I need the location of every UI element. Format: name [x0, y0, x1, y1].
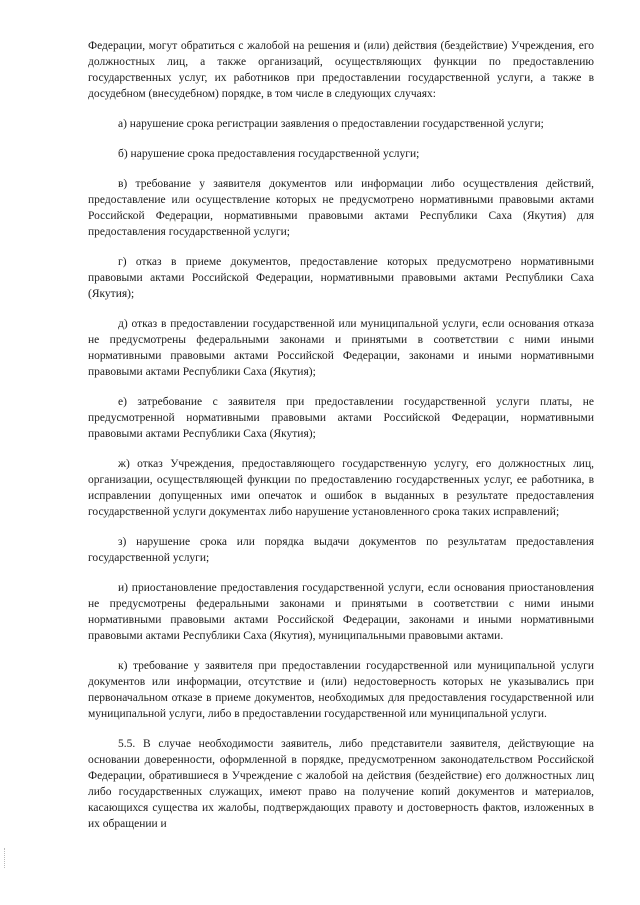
- paragraph-item-zh: ж) отказ Учреждения, предоставляющего государственную услугу, его должностных лиц, организации, осуществляющей функции по предоставлению государственных услуг, ее работника, в исправлении допущенных ими опечаток и ошибок в выданных в результате предоставления государственной услуги документах либо нарушение установленного срока таких исправлений;: [88, 458, 594, 518]
- paragraph-item-k: к) требование у заявителя при предоставлении государственной или муниципальной услуги документов или информации, отсутствие и (или) недостоверность которых не указывались при первоначальном отказе в приеме документов, необходимых для предоставления государственной или муниципальной услуги, либо в предоставлении государственной или муниципальной услуги.: [88, 660, 594, 720]
- paragraph-item-v: в) требование у заявителя документов или информации либо осуществления действий, предоставление или осуществление которых не предусмотрено нормативными правовыми актами Российской Федерации, нормативными правовыми актами Республики Саха (Якутия) для предоставления государственной услуги;: [88, 178, 594, 238]
- paragraph-item-b: б) нарушение срока предоставления государственной услуги;: [118, 148, 420, 160]
- paragraph-intro: Федерации, могут обратиться с жалобой на решения и (или) действия (бездействие) Учреждения, его должностных лиц, а также организаций, осуществляющих функции по предоставлению государственных услуг, их работников при предоставлении государственной услуги, а также в досудебном (внесудебном) порядке, в том числе в следующих случаях:: [88, 40, 594, 100]
- paragraph-item-g: г) отказ в приеме документов, предоставление которых предусмотрено нормативными правовыми актами Российской Федерации, нормативными правовыми актами Республики Саха (Якутия);: [88, 256, 594, 300]
- document-body: [88, 38, 594, 832]
- paragraph-section-5-5: 5.5. В случае необходимости заявитель, либо представители заявителя, действующие на основании доверенности, оформленной в порядке, предусмотренном законодательством Российской Федерации, обратившиеся в Учреждение с жалобой на действия (бездействие) его должностных лиц либо государственных служащих, имеют право на получение копий документов и материалов, касающихся существа их жалобы, подтверждающих правоту и достоверность фактов, изложенных в их обращении и: [88, 738, 594, 830]
- paragraph-item-a: а) нарушение срока регистрации заявления о предоставлении государственной услуги;: [118, 118, 544, 130]
- paragraph-item-d: д) отказ в предоставлении государственной или муниципальной услуги, если основания отказа не предусмотрены федеральными законами и принятыми в соответствии с ними иными нормативными правовыми актами Российской Федерации, законами и иными нормативными правовыми актами Республики Саха (Якутия);: [88, 318, 594, 378]
- paragraph-item-i: и) приостановление предоставления государственной услуги, если основания приостановления не предусмотрены федеральными законами и принятыми в соответствии с ними иными нормативными правовыми актами Российской Федерации, законами и иными нормативными правовыми актами Республики Саха (Якутия), муниципальными правовыми актами.: [88, 582, 594, 642]
- paragraph-item-e: е) затребование с заявителя при предоставлении государственной услуги платы, не предусмотренной нормативными правовыми актами Российской Федерации, нормативными правовыми актами Республики Саха (Якутия);: [88, 396, 594, 440]
- paragraph-item-z: з) нарушение срока или порядка выдачи документов по результатам предоставления государственной услуги;: [88, 536, 594, 564]
- scan-artifact-mark: [4, 848, 8, 868]
